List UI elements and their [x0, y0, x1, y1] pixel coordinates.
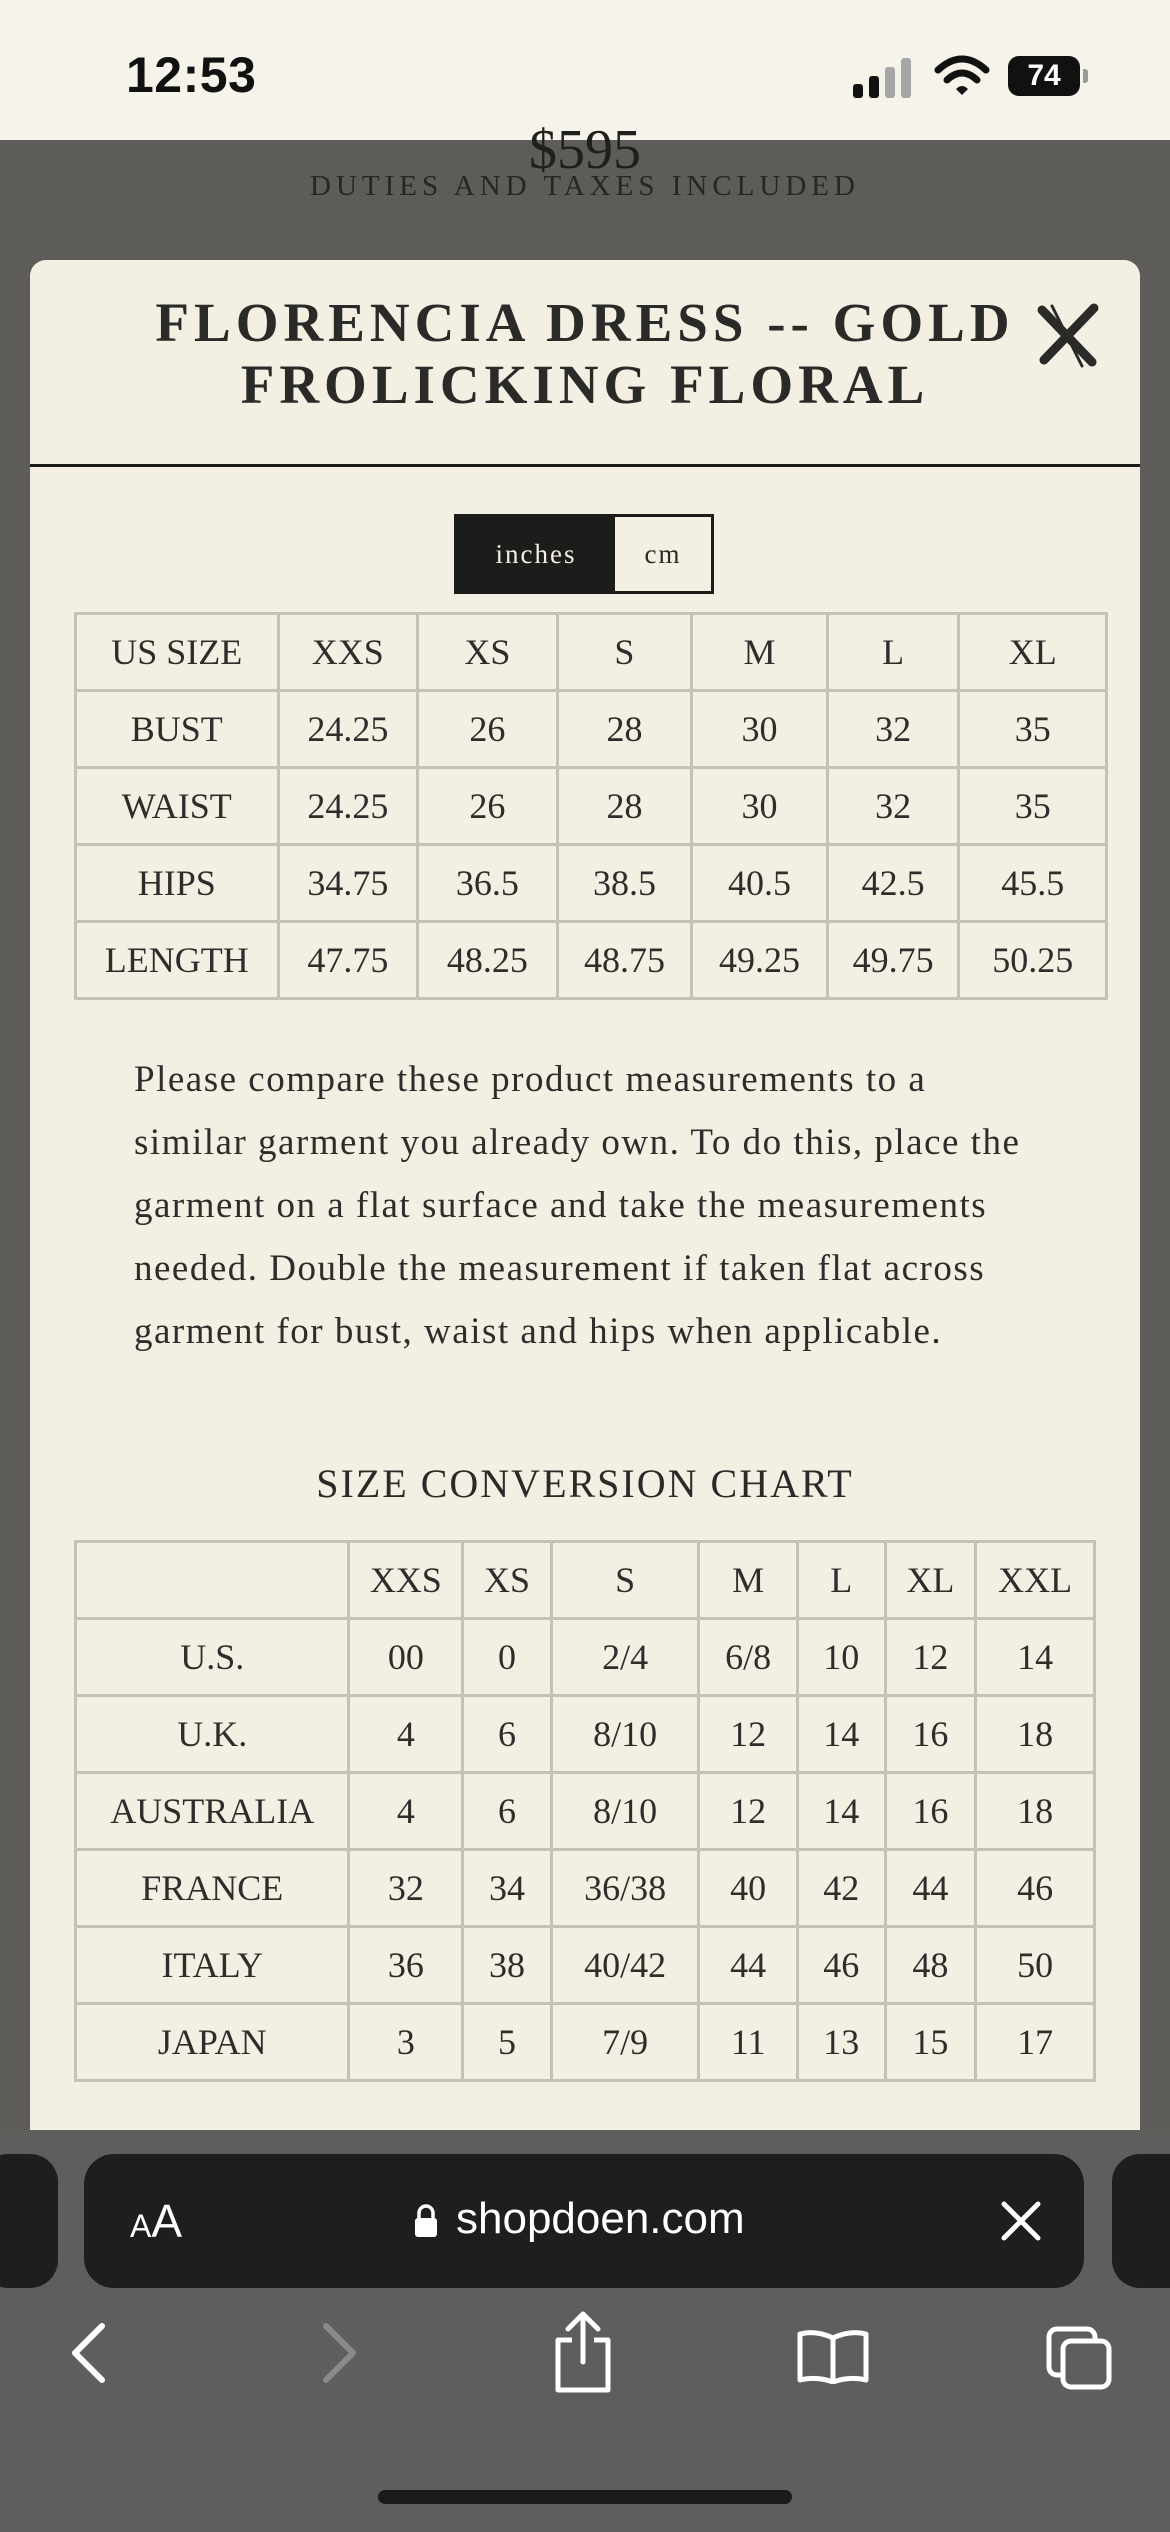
- previous-tab-peek[interactable]: [0, 2154, 58, 2288]
- close-icon[interactable]: [1032, 300, 1102, 370]
- battery-level: 74: [1008, 56, 1080, 96]
- unit-cm-button[interactable]: cm: [644, 538, 682, 569]
- reader-options-button[interactable]: AA: [130, 2195, 183, 2247]
- table-row: LENGTH 47.75 48.25 48.75 49.25 49.75 50.25: [76, 922, 1107, 999]
- table-header-row: XXS XS S M L XL XXL: [76, 1542, 1095, 1619]
- address-bar[interactable]: [84, 2154, 1084, 2288]
- duties-note: DUTIES AND TAXES INCLUDED: [310, 170, 860, 202]
- table-row: AUSTRALIA 4 6 8/10 12 14 16 18: [76, 1773, 1095, 1850]
- table-row: FRANCE 32 34 36/38 40 42 44 46: [76, 1850, 1095, 1927]
- measurement-instructions: Please compare these product measurements to a similar garment you already own. To do this, place the garment on a flat surface and take the measurements needed. Double the measurement if taken flat across garment for bust, waist and hips when applicable.: [134, 1059, 1021, 1352]
- measurements-table: [74, 612, 1108, 1000]
- conversion-chart-title: SIZE CONVERSION CHART: [316, 1461, 854, 1506]
- table-row: JAPAN 3 5 7/9 11 13 15 17: [76, 2004, 1095, 2081]
- table-row: U.K. 4 6 8/10 12 14 16 18: [76, 1696, 1095, 1773]
- unit-inches-button[interactable]: inches: [457, 517, 615, 591]
- signal-icon: [853, 58, 911, 98]
- url-text[interactable]: shopdoen.com: [456, 2194, 745, 2243]
- table-row: U.S. 00 0 2/4 6/8 10 12 14: [76, 1619, 1095, 1696]
- next-tab-peek[interactable]: [1112, 2154, 1170, 2288]
- table-row: BUST 24.25 26 28 30 32 35: [76, 691, 1107, 768]
- back-icon[interactable]: [70, 2322, 106, 2384]
- unit-toggle: [454, 514, 714, 594]
- close-icon[interactable]: [998, 2198, 1044, 2244]
- wifi-icon: [934, 54, 990, 98]
- table-row: ITALY 36 38 40/42 44 46 48 50: [76, 1927, 1095, 2004]
- table-row: HIPS 34.75 36.5 38.5 40.5 42.5 45.5: [76, 845, 1107, 922]
- modal-title: FLORENCIA DRESS -- GOLD FROLICKING FLORAL: [155, 292, 1015, 415]
- bookmarks-icon[interactable]: [796, 2328, 870, 2384]
- tabs-icon[interactable]: [1046, 2326, 1112, 2390]
- home-indicator[interactable]: [378, 2490, 792, 2504]
- forward-icon[interactable]: [322, 2322, 358, 2384]
- size-guide-modal: [30, 260, 1140, 2140]
- lock-icon: [414, 2204, 438, 2238]
- title-divider: [30, 464, 1140, 467]
- status-time: 12:53: [126, 47, 257, 103]
- size-conversion-table: [74, 1540, 1096, 2082]
- battery-icon: [1008, 56, 1088, 96]
- table-row: WAIST 24.25 26 28 30 32 35: [76, 768, 1107, 845]
- share-icon[interactable]: [552, 2310, 614, 2394]
- product-price: $595: [529, 119, 641, 181]
- table-header-row: US SIZE XXS XS S M L XL: [76, 614, 1107, 691]
